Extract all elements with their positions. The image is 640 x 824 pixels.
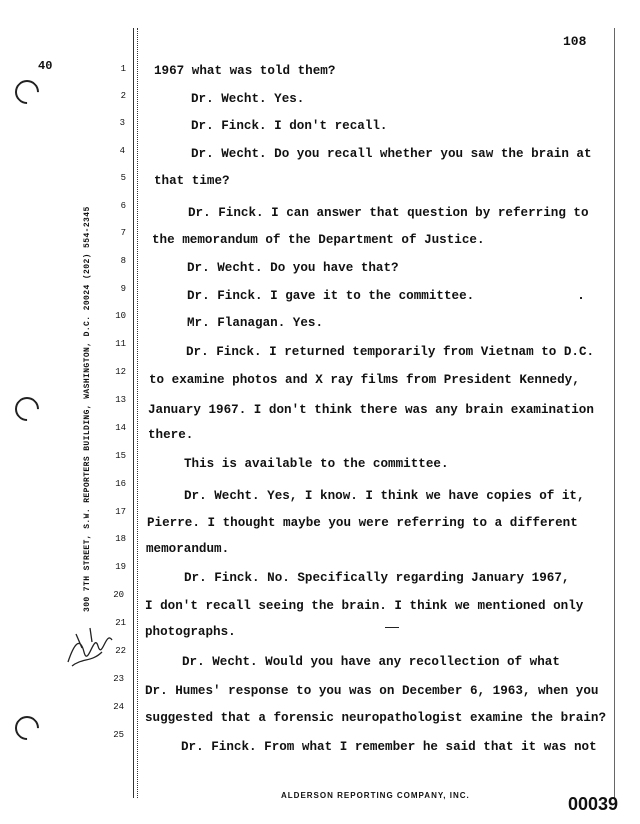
transcript-line: Dr. Wecht. Do you recall whether you saw the brain at: [191, 147, 592, 161]
left-margin-number: 40: [38, 59, 53, 73]
transcript-line: Dr. Finck. I don't recall.: [191, 119, 388, 133]
transcript-line: suggested that a forensic neuropathologist examine the brain?: [145, 711, 607, 725]
line-number: 2: [120, 91, 126, 101]
line-number: 23: [113, 674, 124, 684]
line-number: 16: [115, 479, 126, 489]
stray-mark: [580, 297, 582, 299]
margin-rule: [133, 28, 134, 798]
transcript-line: Dr. Finck. I gave it to the committee.: [187, 289, 475, 303]
margin-rule: [614, 28, 615, 798]
line-number: 13: [115, 395, 126, 405]
line-number: 22: [115, 646, 126, 656]
line-number: 18: [115, 534, 126, 544]
transcript-line: there.: [148, 428, 194, 442]
transcript-line: Dr. Wecht. Do you have that?: [187, 261, 399, 275]
transcript-line: Dr. Wecht. Would you have any recollection of what: [182, 655, 560, 669]
line-number: 4: [119, 146, 125, 156]
line-number: 21: [115, 618, 126, 628]
line-number: 10: [115, 311, 126, 321]
line-number: 9: [120, 284, 126, 294]
line-number: 3: [119, 118, 125, 128]
transcript-line: 1967 what was told them?: [154, 64, 336, 78]
transcript-line: Mr. Flanagan. Yes.: [187, 316, 324, 330]
transcript-line: Dr. Wecht. Yes.: [191, 92, 305, 106]
line-number: 7: [120, 228, 126, 238]
transcript-line: to examine photos and X ray films from President Kennedy,: [149, 373, 580, 387]
stray-mark: [385, 627, 399, 628]
transcript-line: the memorandum of the Department of Justice.: [152, 233, 485, 247]
line-number: 20: [113, 590, 124, 600]
line-number: 5: [120, 173, 126, 183]
line-number: 19: [115, 562, 126, 572]
bates-number: 00039: [568, 794, 619, 814]
margin-rule: [137, 28, 138, 798]
transcript-line: Dr. Finck. No. Specifically regarding January 1967,: [184, 571, 570, 585]
transcript-line: Dr. Finck. I returned temporarily from Vietnam to D.C.: [186, 345, 595, 359]
line-number: 25: [113, 730, 124, 740]
binder-hole-icon: [10, 75, 44, 109]
transcript-line: photographs.: [145, 625, 236, 639]
binder-hole-icon: [10, 392, 44, 426]
page-number: 108: [563, 34, 587, 49]
transcript-line: memorandum.: [146, 542, 230, 556]
line-number: 15: [115, 451, 126, 461]
reporter-address: 300 7TH STREET, S.W. REPORTERS BUILDING, WASHINGTON, D.C. 20024 (202) 554-2345: [83, 206, 92, 612]
transcript-line: January 1967. I don't think there was any brain examination: [148, 403, 594, 417]
line-number: 14: [115, 423, 126, 433]
line-number: 24: [113, 702, 124, 712]
transcript-line: Dr. Finck. From what I remember he said that it was not: [181, 740, 597, 754]
line-number: 11: [115, 339, 126, 349]
footer-company: ALDERSON REPORTING COMPANY, INC.: [281, 791, 470, 800]
transcript-line: Dr. Finck. I can answer that question by referring to: [188, 206, 589, 220]
line-number: 1: [120, 64, 126, 74]
line-number: 6: [120, 201, 126, 211]
transcript-line: Dr. Wecht. Yes, I know. I think we have copies of it,: [184, 489, 585, 503]
line-number: 17: [115, 507, 126, 517]
transcript-line: This is available to the committee.: [184, 457, 449, 471]
transcript-line: I don't recall seeing the brain. I think we mentioned only: [145, 599, 584, 613]
line-number: 12: [115, 367, 126, 377]
transcript-line: Dr. Humes' response to you was on December 6, 1963, when you: [145, 684, 599, 698]
transcript-line: that time?: [154, 174, 230, 188]
transcript-line: Pierre. I thought maybe you were referring to a different: [147, 516, 578, 530]
binder-hole-icon: [10, 711, 44, 745]
line-number: 8: [120, 256, 126, 266]
